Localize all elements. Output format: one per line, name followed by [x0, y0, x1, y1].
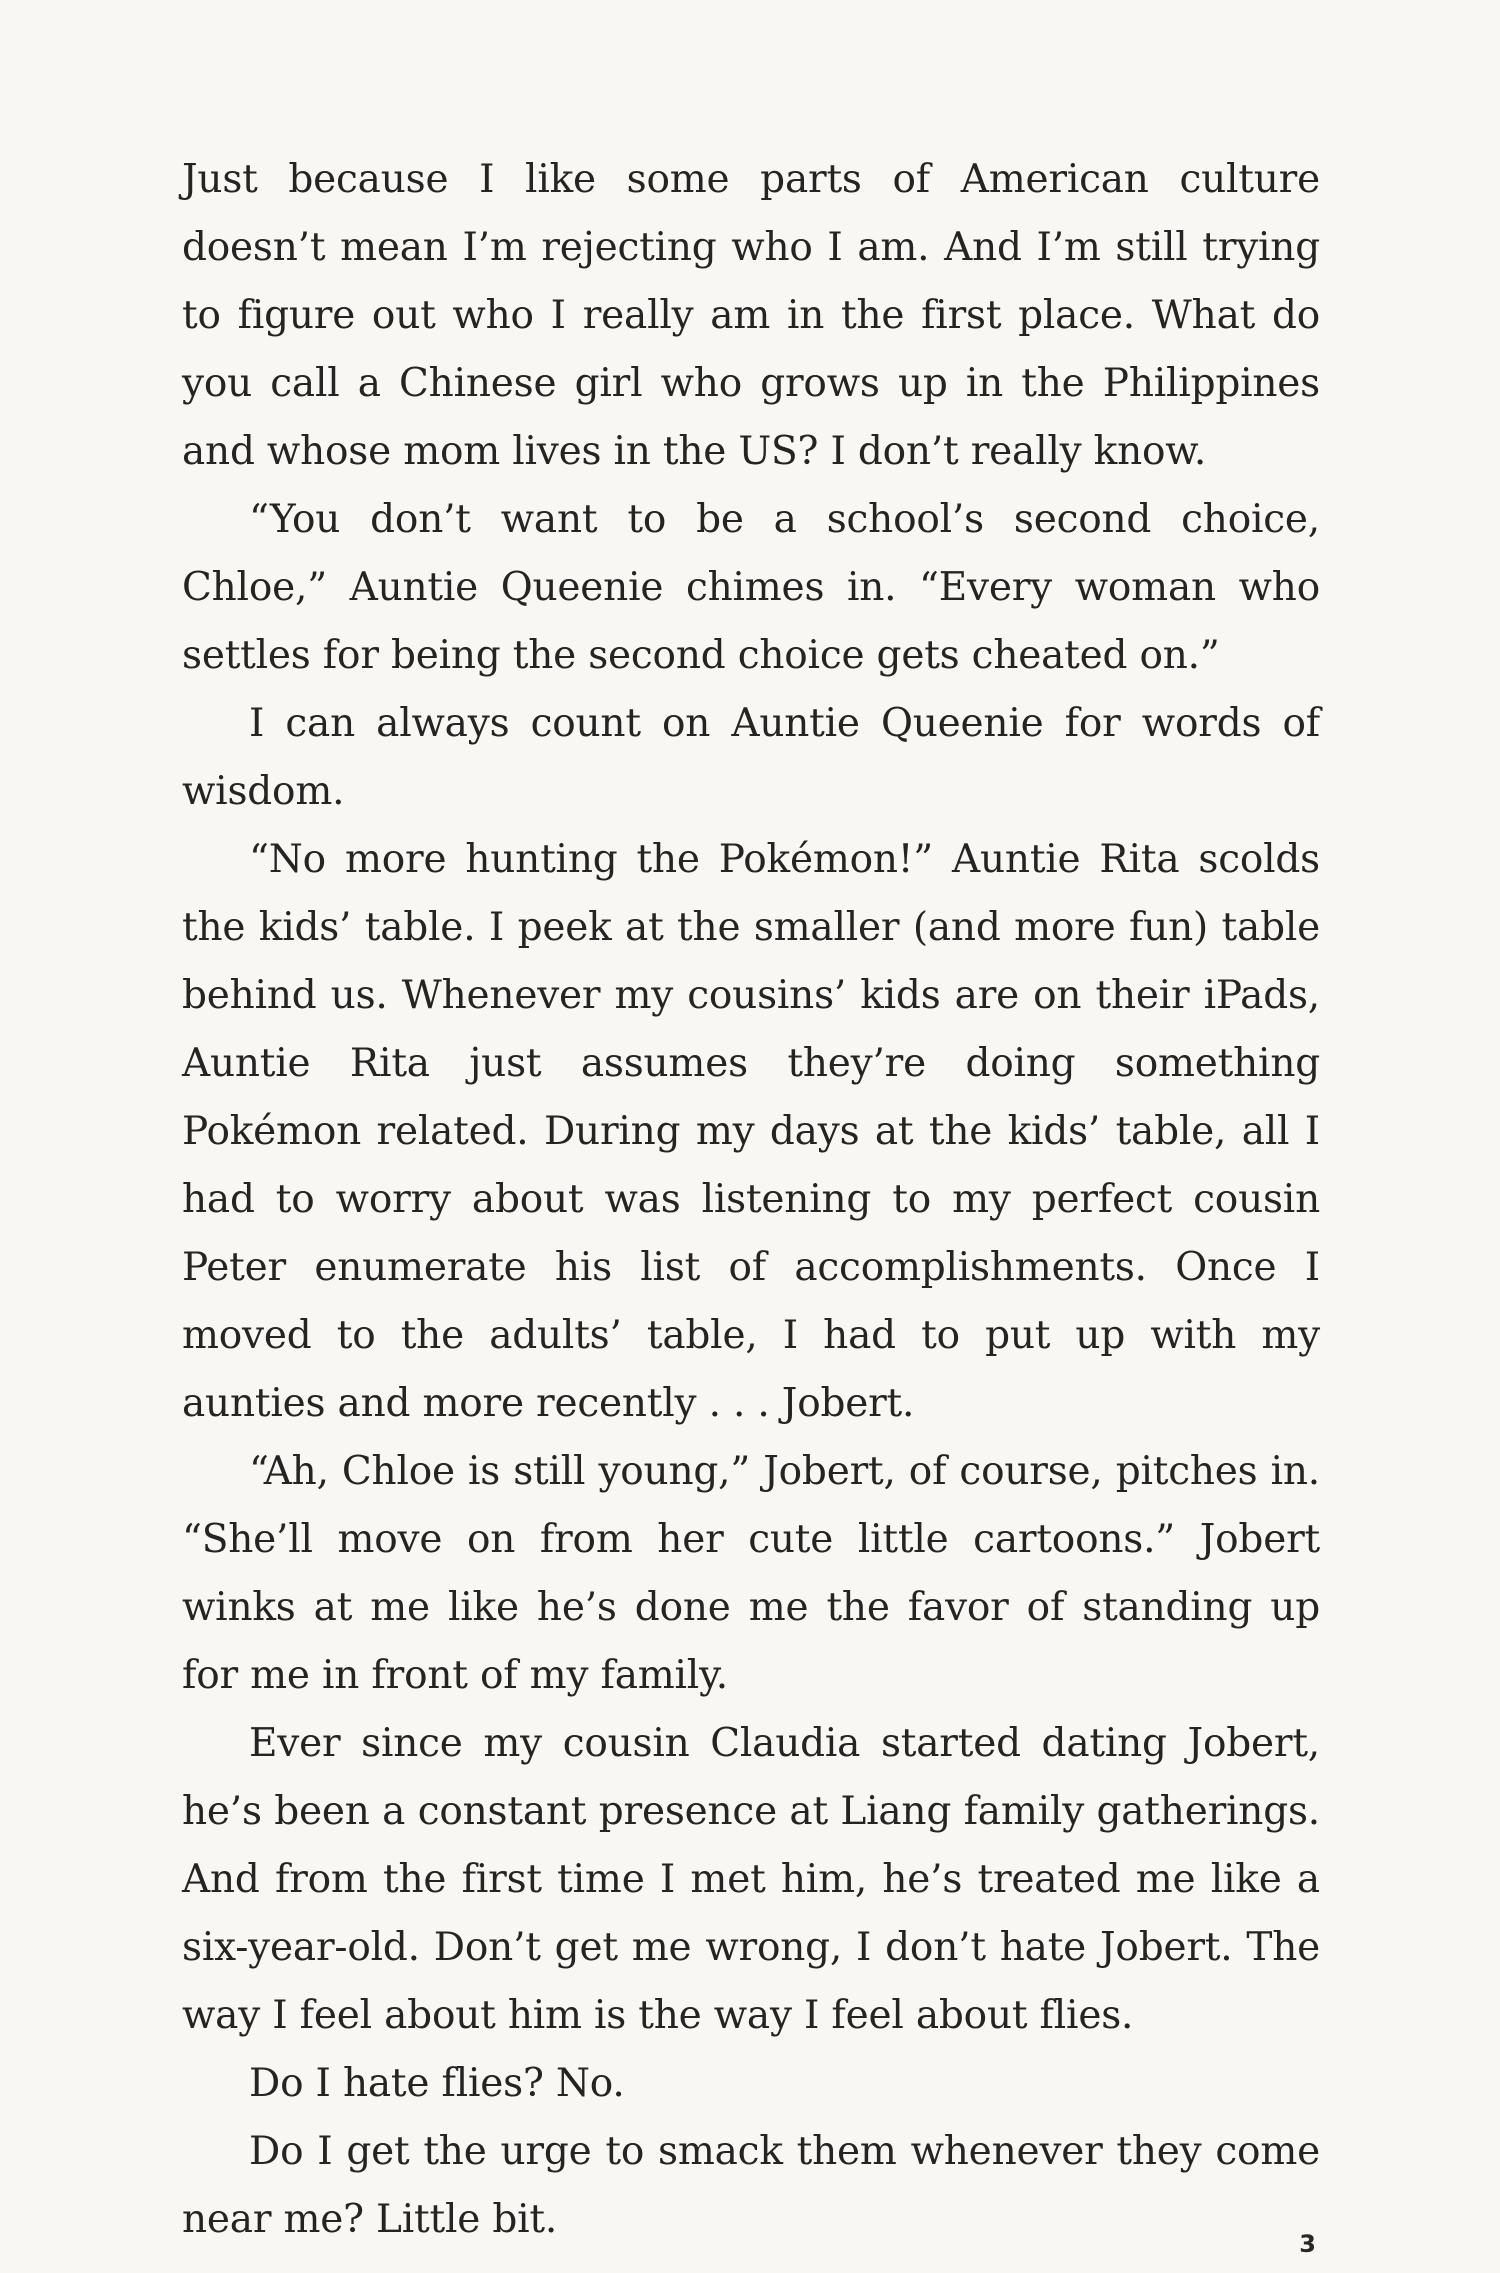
- body-text: [182, 146, 1320, 2254]
- paragraph: Do I get the urge to smack them whenever they come near me? Little bit.: [182, 2129, 1320, 2242]
- page-number: 3: [1299, 2230, 1316, 2258]
- paragraph: I can always count on Auntie Queenie for words of wisdom.: [182, 701, 1320, 814]
- paragraph: Do I hate flies? No.: [249, 2061, 625, 2106]
- paragraph: “Ah, Chloe is still young,” Jobert, of course, pitches in. “She’ll move on from her cute little cartoons.” Jobert winks at me like he’s done me the favor of standing up for me in front of my family.: [182, 1449, 1320, 1698]
- paragraph: “You don’t want to be a school’s second choice, Chloe,” Auntie Queenie chimes in. “Every woman who settles for being the second choice gets cheated on.”: [182, 497, 1320, 678]
- paragraph: Just because I like some parts of American culture doesn’t mean I’m rejecting who I am. And I’m still trying to figure out who I really am in the first place. What do you call a Chinese girl who grows up in the Philippines and whose mom lives in the US? I don’t really know.: [182, 157, 1320, 474]
- paragraph: Ever since my cousin Claudia started dating Jobert, he’s been a constant presence at Liang family gatherings. And from the first time I met him, he’s treated me like a six-year-old. Don’t get me wrong, I don’t hate Jobert. The way I feel about him is the way I feel about flies.: [182, 1721, 1320, 2038]
- paragraph: “No more hunting the Pokémon!” Auntie Rita scolds the kids’ table. I peek at the smaller (and more fun) table behind us. Whenever my cousins’ kids are on their iPads, Auntie Rita just assumes they’re doing something Pokémon related. During my days at the kids’ table, all I had to worry about was listening to my perfect cousin Peter enumerate his list of accomplishments. Once I moved to the adults’ table, I had to put up with my aunties and more recently . . . Jobert.: [182, 837, 1320, 1426]
